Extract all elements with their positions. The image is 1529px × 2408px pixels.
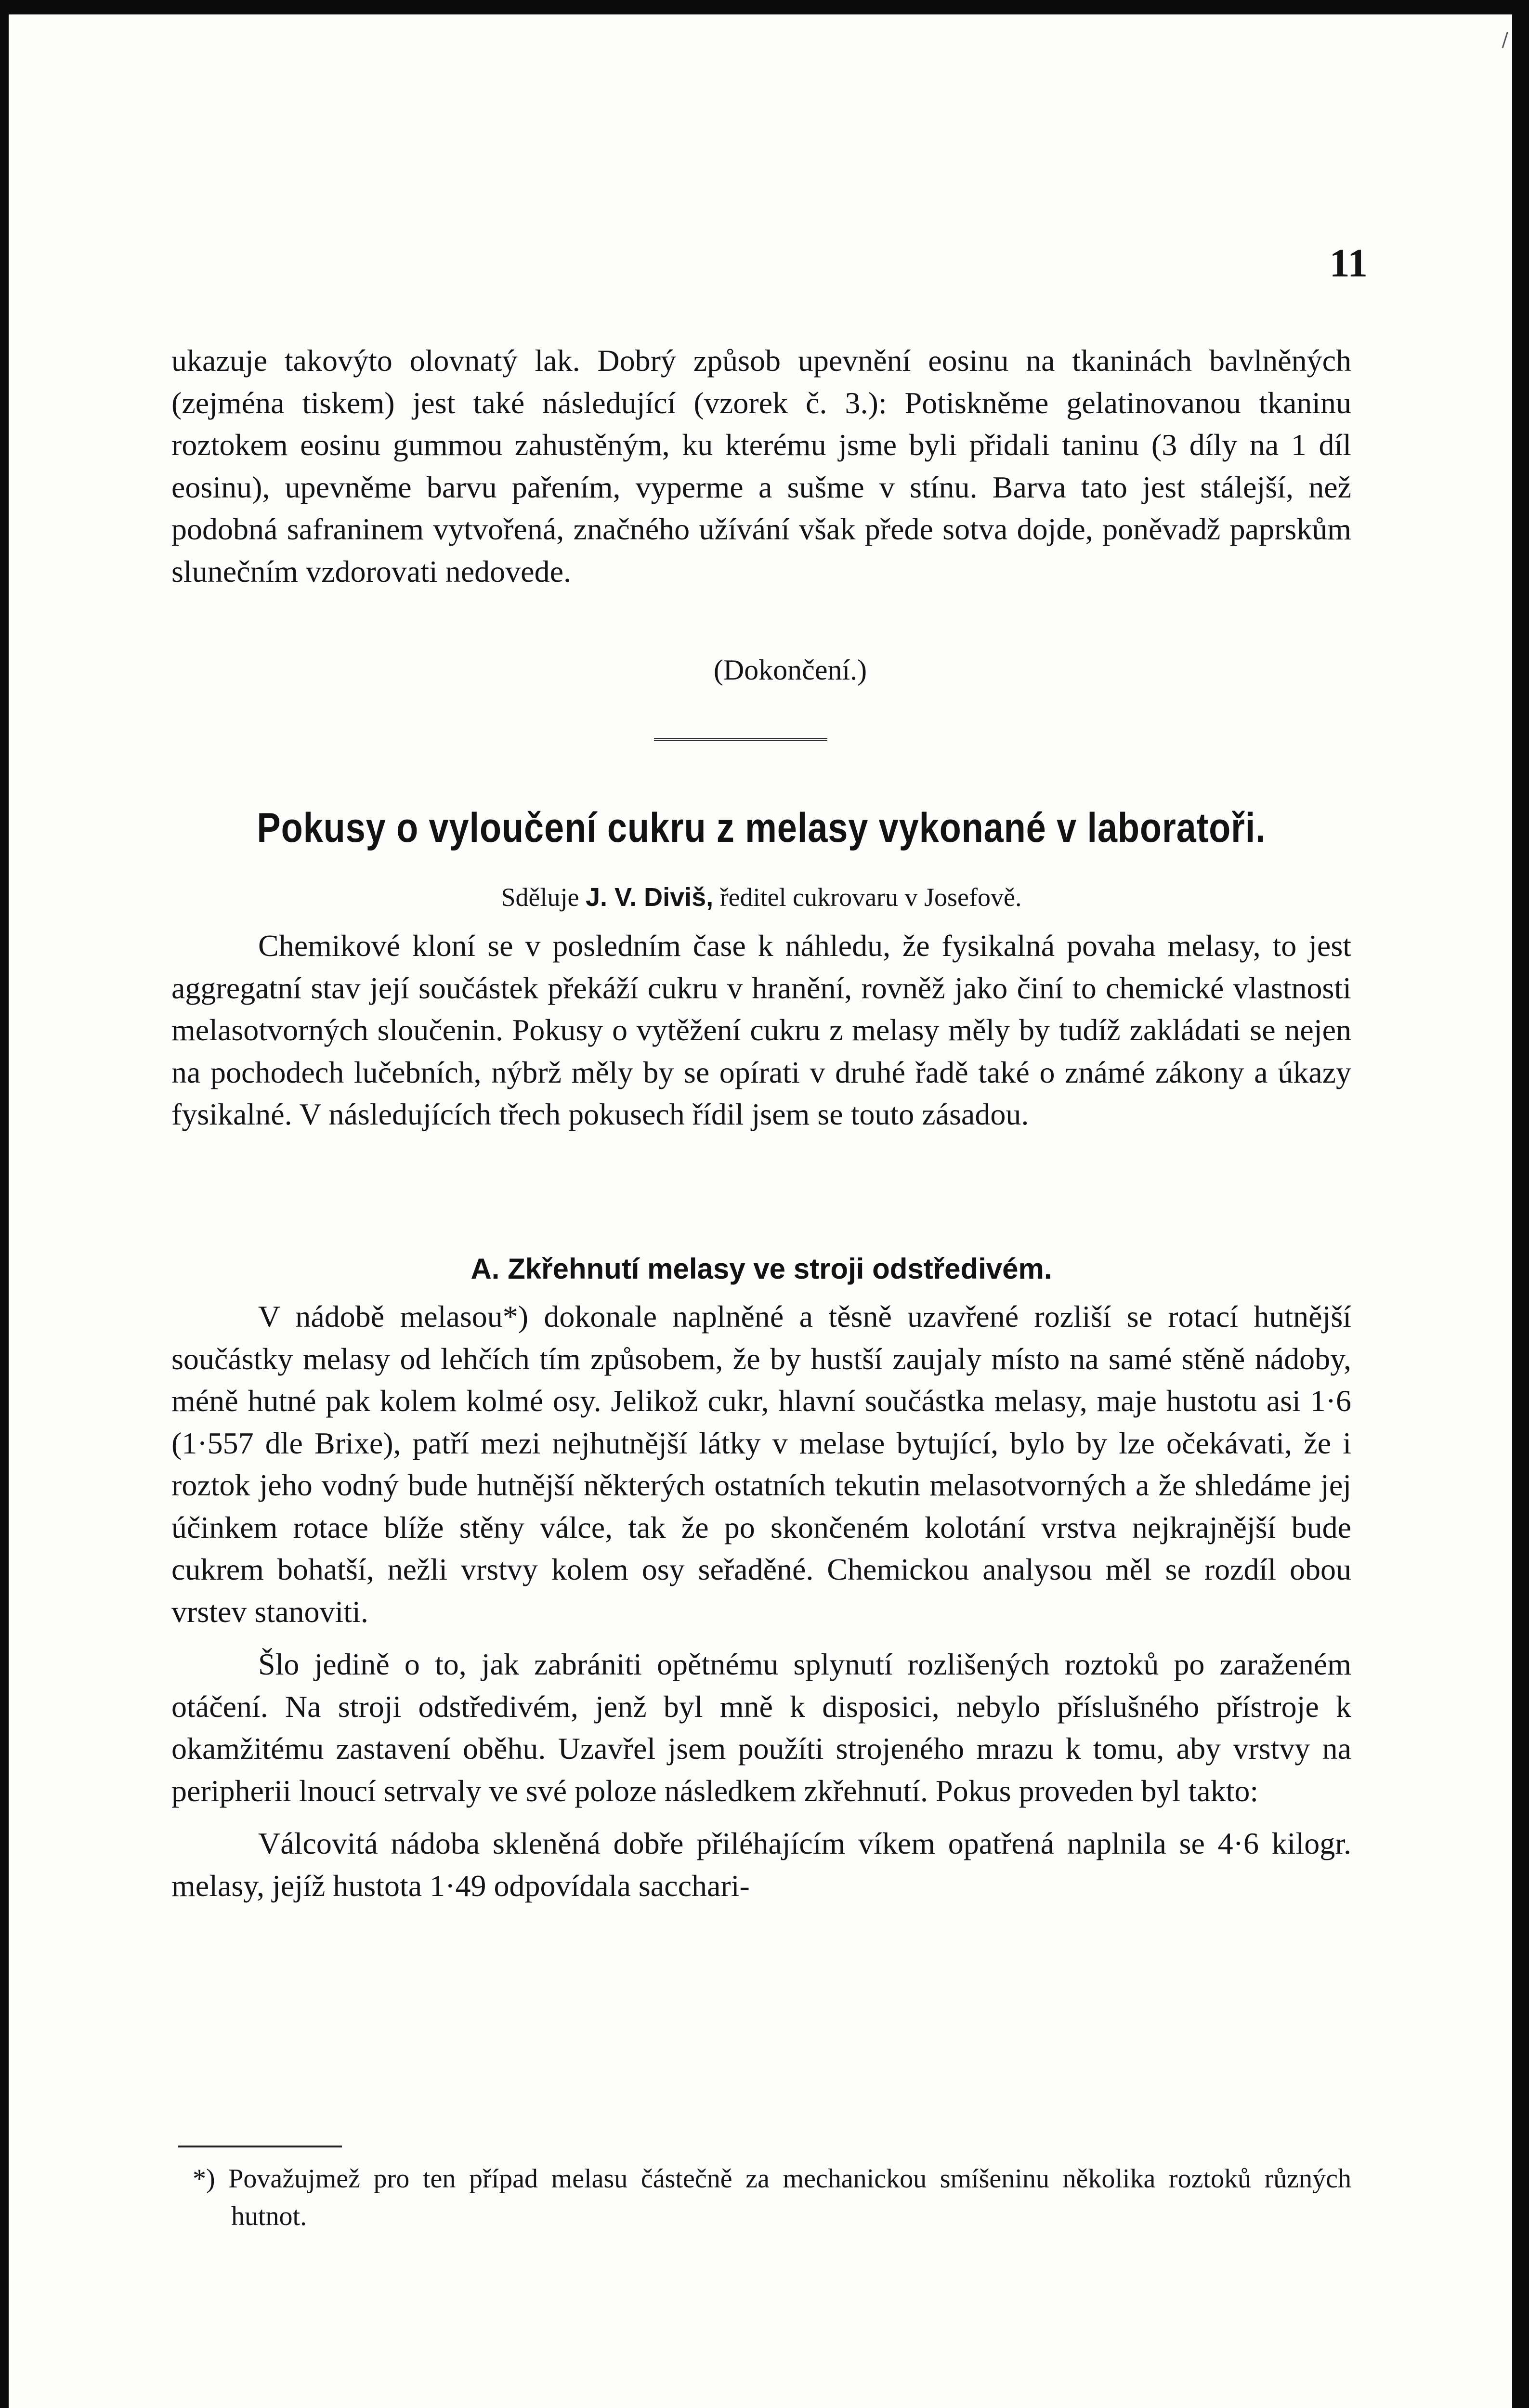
article-body-1 <box>171 925 1351 1136</box>
article-body-2 <box>171 1296 1351 1907</box>
article-paragraph-2: V nádobě melasou*) dokonale naplněné a těsně uzavřené rozliší se rotací hutnější součástky melasy od lehčích tím způsobem, že by hustší zaujaly místo na samé stěně nádoby, méně hutné pak kolem kolmé osy. Jelikož cukr, hlavní součástka melasy, maje hustotu asi 1·6 (1·557 dle Brixe), patří mezi nejhutnější látky v melase bytující, bylo by lze očekávati, že i roztok jeho vodný bude hutnější některých ostatních tekutin melasotvorných a že shledáme jej účinkem rotace blíže stěny válce, tak že po skončeném kolotání vrstva nejkrajnější bude cukrem bohatší, nežli vrstvy kolem osy seřaděné. Chemickou analysou měl se rozdíl obou vrstev stanoviti. <box>171 1299 1351 1629</box>
section-divider <box>654 738 827 743</box>
byline-author: J. V. Diviš, <box>586 883 714 912</box>
article-paragraph-1: Chemikové kloní se v posledním čase k náhledu, že fysikalná povaha melasy, to jest aggregatní stav její součástek překáží cukru v hranění, rovněž jako činí to chemické vlastnosti melasotvorných sloučenin. Pokusy o vytěžení cukru z melasy měly by tudíž zakládati se nejen na pochodech lučebních, nýbrž měly by se opírati v druhé řadě také o známé zákony a úkazy fysikalné. V následujících třech pokusech řídil jsem se touto zásadou. <box>171 929 1351 1131</box>
article-paragraph-3: Šlo jedině o to, jak zabrániti opětnému splynutí rozlišených roztoků po zaraženém otáčení. Na stroji odstředivém, jenž byl mně k disposici, nebylo příslušného přístroje k okamžitému zastavení oběhu. Uzavřel jsem použíti strojeného mrazu k tomu, aby vrstvy na peripherii lnoucí setrvaly ve své poloze následkem zkřehnutí. Pokus proveden byl takto: <box>171 1647 1351 1808</box>
end-note: (Dokončení.) <box>713 654 867 686</box>
footnote: *) Považujmež pro ten případ melasu částečně za mechanickou smíšeninu několika roztoků různých hutnot. <box>193 2164 1351 2231</box>
margin-mark: / <box>1502 29 1508 51</box>
byline-suffix: ředitel cukrovaru v Josefově. <box>719 883 1022 912</box>
footnote-rule <box>178 2146 342 2147</box>
byline-prefix: Sděluje <box>501 883 579 912</box>
intro-block <box>171 340 1351 592</box>
article-paragraph-4: Válcovitá nádoba skleněná dobře přiléhajícím víkem opatřená naplnila se 4·6 kilogr. melasy, jejíž hustota 1·49 odpovídala sacchari- <box>171 1826 1351 1903</box>
intro-paragraph: ukazuje takovýto olovnatý lak. Dobrý způsob upevnění eosinu na tkaninách bavlněných (zejména tiskem) jest také následující (vzorek č. 3.): Potiskněme gelatinovanou tkaninu roztokem eosinu gummou zahustěným, ku kterému jsme byli přidali taninu (3 díly na 1 díl eosinu), upevněme barvu pařením, vyperme a sušme v stínu. Barva tato jest stálejší, než podobná safraninem vytvořená, značného užívání však přede sotva dojde, poněvadž paprskům slunečním vzdorovati nedovede. <box>171 343 1351 589</box>
page-number: 11 <box>1329 241 1368 286</box>
article-title: Pokusy o vyloučení cukru z melasy vykonané v laboratoři. <box>257 805 1266 851</box>
section-heading: A. Zkřehnutí melasy ve stroji odstředivém. <box>470 1253 1052 1285</box>
article-byline <box>171 882 1351 912</box>
document-page <box>9 14 1512 2408</box>
